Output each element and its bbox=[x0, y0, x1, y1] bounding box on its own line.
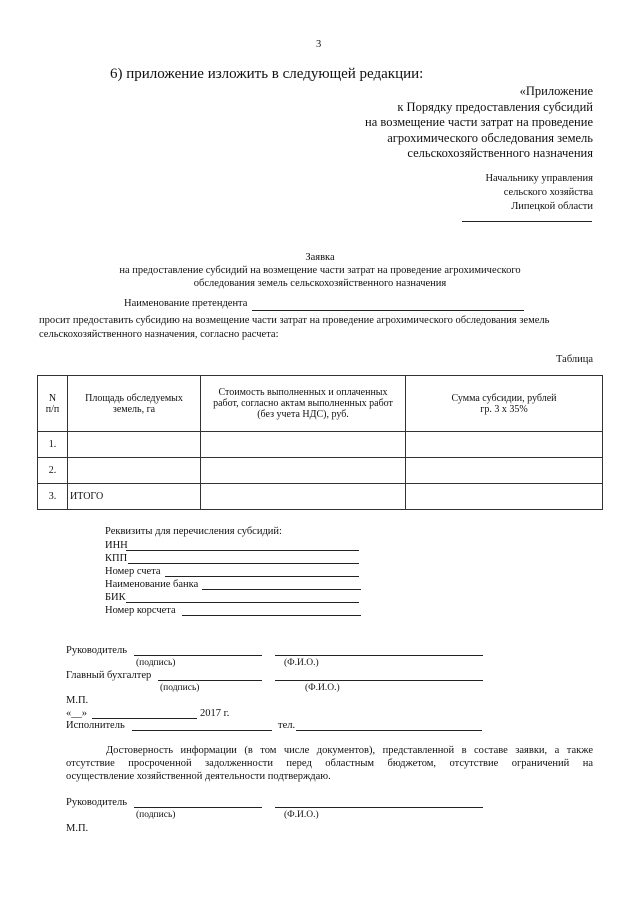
table-row bbox=[38, 458, 603, 484]
form-subtitle-line2: обследования земель сельскохозяйственного назначения bbox=[193, 278, 447, 289]
header-cell-cost: Стоимость выполненных и оплаченных работ, согласно актам выполненных работ (без учета НДС), руб. bbox=[201, 376, 406, 432]
header-cell-subsidy: Сумма субсидии, рублей гр. 3 х 35% bbox=[406, 376, 603, 432]
head-name-field[interactable] bbox=[275, 655, 483, 656]
accountant-label: Главный бухгалтер bbox=[66, 670, 152, 681]
requisite-corr-field[interactable] bbox=[182, 615, 361, 616]
addressee-block bbox=[485, 172, 593, 214]
table-cell[interactable] bbox=[201, 484, 406, 510]
annex-header bbox=[365, 84, 593, 162]
requisite-account-label: Номер счета bbox=[105, 566, 161, 577]
requisite-bik-label: БИК bbox=[105, 592, 126, 603]
final-sign-caption: (подпись) bbox=[136, 810, 176, 820]
accountant-signature-field[interactable] bbox=[158, 680, 262, 681]
table-label: Таблица bbox=[556, 354, 594, 365]
annex-line: на возмещение части затрат на проведение bbox=[365, 115, 593, 129]
table-header-row bbox=[38, 376, 603, 432]
addressee-signature-line bbox=[462, 221, 592, 222]
page-number: 3 bbox=[316, 39, 322, 50]
final-seal-mark: М.П. bbox=[66, 823, 89, 834]
form-subtitle-line1: на предоставление субсидий на возмещение части затрат на проведение агрохимического bbox=[119, 265, 521, 276]
accountant-name-caption: (Ф.И.О.) bbox=[305, 683, 340, 693]
confirmation-line: осуществление хозяйственной деятельности подтверждаю. bbox=[66, 771, 331, 782]
requisite-bank-field[interactable] bbox=[202, 589, 361, 590]
requisite-kpp-label: КПП bbox=[105, 553, 128, 564]
date-year: 2017 г. bbox=[200, 708, 230, 719]
confirmation-line: Достоверность информации (в том числе документов), представленной в составе заявки, а также bbox=[106, 745, 593, 756]
final-head-name-field[interactable] bbox=[275, 807, 483, 808]
annex-line: агрохимического обследования земель bbox=[387, 130, 593, 145]
addressee-line: сельского хозяйства bbox=[503, 187, 593, 198]
table-cell: 1. bbox=[38, 432, 68, 458]
table-cell-total-label: ИТОГО bbox=[68, 484, 201, 510]
calculation-table bbox=[37, 375, 603, 510]
request-text-line2: сельскохозяйственного назначения, согласно расчета: bbox=[39, 329, 279, 340]
final-head-signature-field[interactable] bbox=[134, 807, 262, 808]
applicant-label: Наименование претендента bbox=[124, 298, 248, 309]
head-sign-caption: (подпись) bbox=[136, 658, 176, 668]
form-title: Заявка bbox=[305, 252, 335, 263]
phone-label: тел. bbox=[278, 720, 296, 731]
table-cell: 2. bbox=[38, 458, 68, 484]
addressee-line: Липецкой области bbox=[511, 201, 593, 212]
final-head-label: Руководитель bbox=[66, 797, 127, 808]
requisite-bik-field[interactable] bbox=[126, 602, 359, 603]
requisites-title: Реквизиты для перечисления субсидий: bbox=[105, 526, 282, 537]
date-prefix: «__» bbox=[66, 708, 87, 719]
table-row bbox=[38, 432, 603, 458]
requisite-bank-label: Наименование банка bbox=[105, 579, 199, 590]
annex-line: сельскохозяйственного назначения bbox=[407, 146, 593, 160]
head-name-caption: (Ф.И.О.) bbox=[284, 658, 319, 668]
table-cell[interactable] bbox=[68, 458, 201, 484]
header-cell-number: N п/п bbox=[38, 376, 68, 432]
requisite-inn-label: ИНН bbox=[105, 540, 128, 551]
annex-line: к Порядку предоставления субсидий bbox=[397, 99, 593, 114]
executor-field[interactable] bbox=[132, 730, 272, 731]
table-cell[interactable] bbox=[201, 432, 406, 458]
requisite-kpp-field[interactable] bbox=[128, 563, 359, 564]
date-field[interactable] bbox=[92, 718, 197, 719]
addressee-line: Начальнику управления bbox=[485, 173, 593, 184]
applicant-field[interactable] bbox=[252, 310, 524, 311]
table-cell[interactable] bbox=[406, 432, 603, 458]
accountant-sign-caption: (подпись) bbox=[160, 683, 200, 693]
requisite-corr-label: Номер корсчета bbox=[105, 605, 176, 616]
phone-field[interactable] bbox=[296, 730, 482, 731]
item-heading: 6) приложение изложить в следующей редакции: bbox=[110, 66, 424, 82]
table-row-total bbox=[38, 484, 603, 510]
table-cell: 3. bbox=[38, 484, 68, 510]
table-cell[interactable] bbox=[201, 458, 406, 484]
accountant-name-field[interactable] bbox=[275, 680, 483, 681]
confirmation-text bbox=[66, 744, 593, 783]
final-name-caption: (Ф.И.О.) bbox=[284, 810, 319, 820]
table-cell[interactable] bbox=[68, 432, 201, 458]
annex-line: «Приложение bbox=[519, 84, 593, 98]
requisite-account-field[interactable] bbox=[165, 576, 359, 577]
seal-mark: М.П. bbox=[66, 695, 89, 706]
executor-label: Исполнитель bbox=[66, 720, 125, 731]
table-cell[interactable] bbox=[406, 484, 603, 510]
requisite-inn-field[interactable] bbox=[126, 550, 359, 551]
head-signature-field[interactable] bbox=[134, 655, 262, 656]
header-cell-area: Площадь обследуемых земель, га bbox=[68, 376, 201, 432]
confirmation-line: отсутствие просроченной задолженности перед областным бюджетом, отсутствие ограничений на bbox=[66, 758, 593, 769]
table-cell[interactable] bbox=[406, 458, 603, 484]
request-text-line1: просит предоставить субсидию на возмещение части затрат на проведение агрохимического обследования земель bbox=[39, 315, 550, 326]
head-label: Руководитель bbox=[66, 645, 127, 656]
